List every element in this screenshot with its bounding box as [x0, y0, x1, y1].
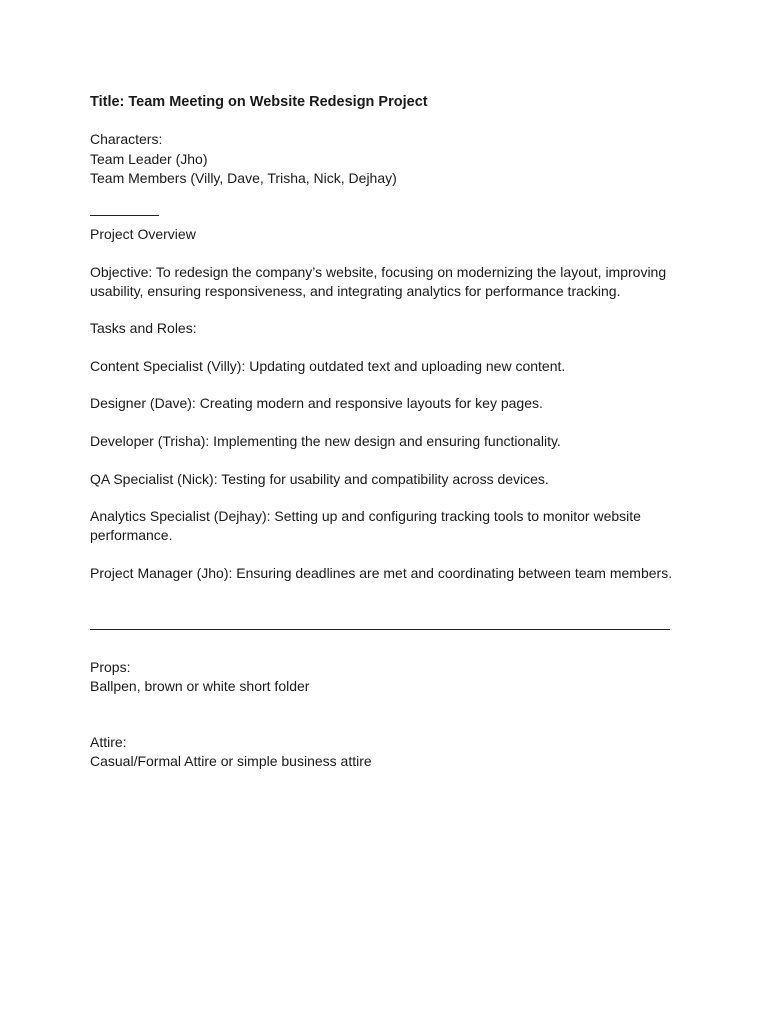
attire-items: Casual/Formal Attire or simple business attire: [90, 753, 372, 769]
tasks-heading: Tasks and Roles:: [90, 320, 197, 336]
document-title: Title: Team Meeting on Website Redesign Project: [90, 94, 428, 110]
task-content-specialist: Content Specialist (Villy): Updating outdated text and uploading new content.: [90, 358, 566, 374]
team-leader-line: Team Leader (Jho): [90, 151, 208, 167]
task-analytics-line-2: performance.: [90, 527, 173, 543]
task-designer: Designer (Dave): Creating modern and responsive layouts for key pages.: [90, 395, 543, 411]
short-divider: [90, 215, 159, 216]
props-items: Ballpen, brown or white short folder: [90, 678, 310, 694]
team-members-line: Team Members (Villy, Dave, Trisha, Nick, Dejhay): [90, 170, 397, 186]
task-qa-specialist: QA Specialist (Nick): Testing for usability and compatibility across devices.: [90, 471, 549, 487]
characters-heading: Characters:: [90, 131, 163, 147]
props-heading: Props:: [90, 659, 131, 675]
objective-line-2: usability, ensuring responsiveness, and integrating analytics for performance tracking.: [90, 283, 621, 299]
task-developer: Developer (Trisha): Implementing the new design and ensuring functionality.: [90, 433, 561, 449]
long-divider: [90, 629, 670, 630]
task-analytics-line-1: Analytics Specialist (Dejhay): Setting up and configuring tracking tools to monitor website: [90, 508, 641, 524]
objective-line-1: Objective: To redesign the company’s website, focusing on modernizing the layout, improving: [90, 264, 667, 280]
project-overview-heading: Project Overview: [90, 226, 196, 242]
task-project-manager: Project Manager (Jho): Ensuring deadlines are met and coordinating between team members.: [90, 565, 673, 581]
attire-heading: Attire:: [90, 734, 127, 750]
